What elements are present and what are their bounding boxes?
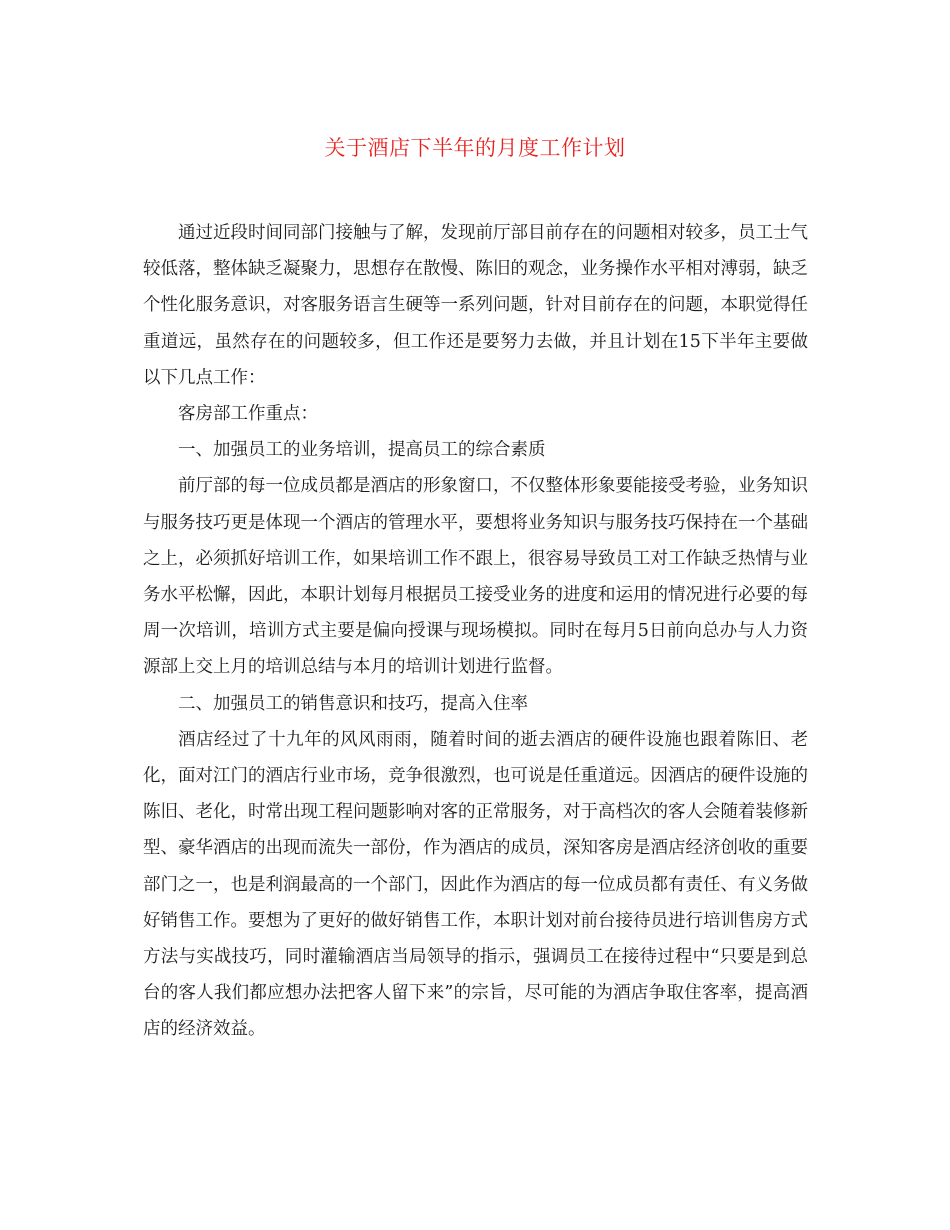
paragraph-section-heading: 客房部工作重点： <box>178 404 318 425</box>
paragraph-heading-sales: 二、加强员工的销售意识和技巧，提高入住率 <box>178 693 528 714</box>
paragraph-heading-training: 一、加强员工的业务培训，提高员工的综合素质 <box>178 440 546 461</box>
paragraph-training-body: 前厅部的每一位成员都是酒店的形象窗口，不仅整体形象要能接受考验，业务知识与服务技巧更是体现一个酒店的管理水平，要想将业务知识与服务技巧保持在一个基础之上，必须抓好培训工作，如果培训工作不跟上，很容易导致员工对工作缺乏热情与业务水平松懈，因此，本职计划每月根据员工接受业务的进度和运用的情况进行必要的每周一次培训，培训方式主要是偏向授课与现场模拟。同时在每月5日前向总办与人力资源部上交上月的培训总结与本月的培训计划进行监督。 <box>143 476 808 678</box>
document-title: 关于酒店下半年的月度工作计划 <box>324 136 626 160</box>
paragraph-sales-body: 酒店经过了十九年的风风雨雨，随着时间的逝去酒店的硬件设施也跟着陈旧、老化，面对江门的酒店行业市场，竞争很激烈，也可说是任重道远。因酒店的硬件设施的陈旧、老化，时常出现工程问题影响对客的正常服务，对于高档次的客人会随着装修新型、豪华酒店的出现而流失一部份，作为酒店的成员，深知客房是酒店经济创收的重要部门之一，也是利润最高的一个部门，因此作为酒店的每一位成员都有责任、有义务做好销售工作。要想为了更好的做好销售工作，本职计划对前台接待员进行培训售房方式方法与实战技巧，同时灌输酒店当局领导的指示，强调员工在接待过程中“只要是到总台的客人我们都应想办法把客人留下来”的宗旨，尽可能的为酒店争取住客率，提高酒店的经济效益。 <box>143 729 808 1040</box>
document-body <box>143 215 808 1048</box>
paragraph-intro: 通过近段时间同部门接触与了解，发现前厅部目前存在的问题相对较多，员工士气较低落，整体缺乏凝聚力，思想存在散慢、陈旧的观念，业务操作水平相对溥弱，缺乏个性化服务意识，对客服务语言生硬等一系列问题，针对目前存在的问题，本职觉得任重道远，虽然存在的问题较多，但工作还是要努力去做，并且计划在15下半年主要做以下几点工作： <box>143 223 808 388</box>
